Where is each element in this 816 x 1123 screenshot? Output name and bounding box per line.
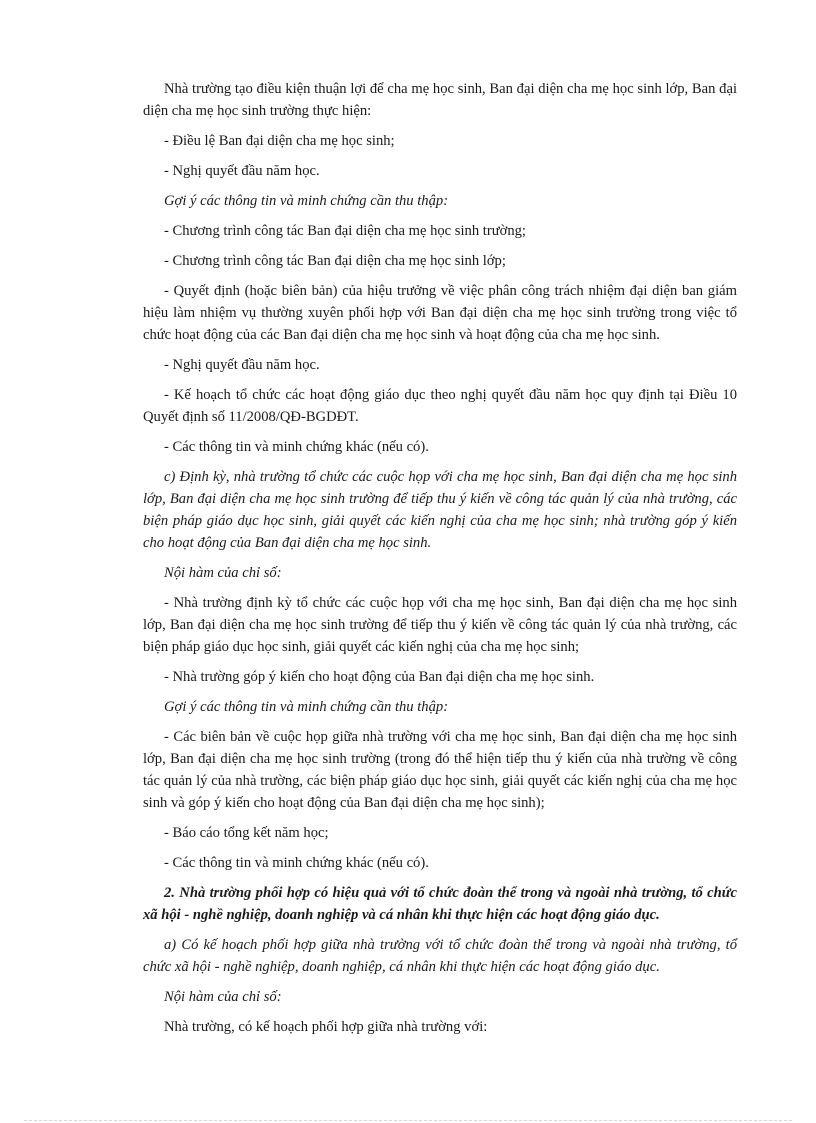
list-item: - Báo cáo tổng kết năm học; xyxy=(164,825,329,841)
list-item: - Nghị quyết đầu năm học. xyxy=(164,163,320,179)
list-item: - Nghị quyết đầu năm học. xyxy=(164,357,320,373)
indicator-heading: Nội hàm của chỉ số: xyxy=(164,989,282,1005)
list-item: - Nhà trường góp ý kiến cho hoạt động của Ban đại diện cha mẹ học sinh. xyxy=(164,669,595,685)
document-body xyxy=(143,78,737,1046)
list-item: - Các biên bản về cuộc họp giữa nhà trường với cha mẹ học sinh, Ban đại diện cha mẹ học sinh lớp, Ban đại diện cha mẹ học sinh trường (trong đó thể hiện tiếp thu ý kiến của nhà trường về công tác quản lý của nhà trường, các biện pháp giáo dục học sinh, giải quyết các kiến nghị của cha mẹ học sinh và góp ý kiến cho hoạt động của Ban đại diện cha mẹ học sinh); xyxy=(143,729,737,811)
list-item: - Các thông tin và minh chứng khác (nếu có). xyxy=(164,439,429,455)
evidence-heading: Gợi ý các thông tin và minh chứng cần thu thập: xyxy=(164,699,449,715)
list-item: - Chương trình công tác Ban đại diện cha mẹ học sinh lớp; xyxy=(164,253,506,269)
list-item: - Kế hoạch tổ chức các hoạt động giáo dục theo nghị quyết đầu năm học quy định tại Điều 10 Quyết định số 11/2008/QĐ-BGDĐT. xyxy=(143,387,737,425)
list-item: - Nhà trường định kỳ tổ chức các cuộc họp với cha mẹ học sinh, Ban đại diện cha mẹ học sinh lớp, Ban đại diện cha mẹ học sinh trường để tiếp thu ý kiến về công tác quản lý của nhà trường, các biện pháp giáo dục học sinh, giải quyết các kiến nghị của cha mẹ học sinh; xyxy=(143,595,737,655)
criterion-c: c) Định kỳ, nhà trường tổ chức các cuộc họp với cha mẹ học sinh, Ban đại diện cha mẹ học sinh lớp, Ban đại diện cha mẹ học sinh trường để tiếp thu ý kiến về công tác quản lý của nhà trường, các biện pháp giáo dục học sinh, giải quyết các kiến nghị của cha mẹ học sinh; nhà trường góp ý kiến cho hoạt động của Ban đại diện cha mẹ học sinh. xyxy=(143,469,737,551)
paragraph-intro: Nhà trường tạo điều kiện thuận lợi để cha mẹ học sinh, Ban đại diện cha mẹ học sinh lớp, Ban đại diện cha mẹ học sinh trường thực hiện: xyxy=(143,81,737,119)
section-heading-2: 2. Nhà trường phối hợp có hiệu quả với tổ chức đoàn thể trong và ngoài nhà trường, tổ chức xã hội - nghề nghiệp, doanh nghiệp và cá nhân khi thực hiện các hoạt động giáo dục. xyxy=(143,885,737,923)
indicator-heading: Nội hàm của chỉ số: xyxy=(164,565,282,581)
list-item: - Quyết định (hoặc biên bản) của hiệu trưởng về việc phân công trách nhiệm đại diện ban giám hiệu làm nhiệm vụ thường xuyên phối hợp với Ban đại diện cha mẹ học sinh trường trong việc tổ chức hoạt động của các Ban đại diện cha mẹ học sinh và hoạt động của cha mẹ học sinh. xyxy=(143,283,737,343)
list-item: - Các thông tin và minh chứng khác (nếu có). xyxy=(164,855,429,871)
evidence-heading: Gợi ý các thông tin và minh chứng cần thu thập: xyxy=(164,193,449,209)
page-bottom-divider xyxy=(24,1120,792,1121)
list-item: - Điều lệ Ban đại diện cha mẹ học sinh; xyxy=(164,133,395,149)
criterion-a: a) Có kế hoạch phối hợp giữa nhà trường với tổ chức đoàn thể trong và ngoài nhà trường, tổ chức xã hội - nghề nghiệp, doanh nghiệp, cá nhân khi thực hiện các hoạt động giáo dục. xyxy=(143,937,737,975)
paragraph-closing: Nhà trường, có kế hoạch phối hợp giữa nhà trường với: xyxy=(164,1019,488,1035)
list-item: - Chương trình công tác Ban đại diện cha mẹ học sinh trường; xyxy=(164,223,526,239)
